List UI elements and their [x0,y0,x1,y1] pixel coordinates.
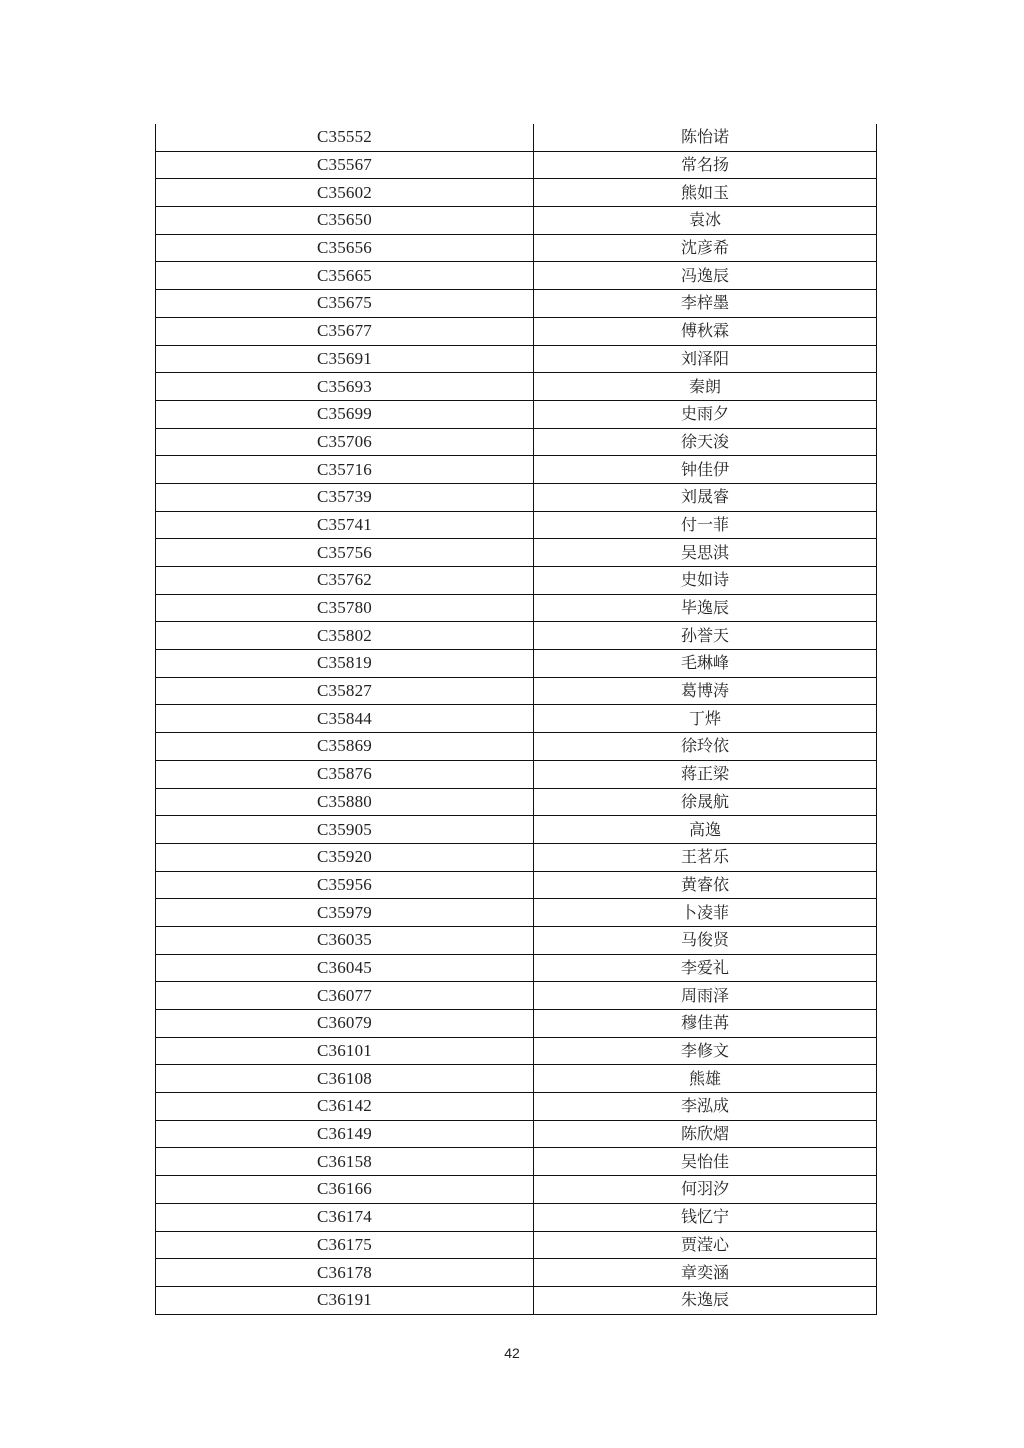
table-row [156,428,877,456]
registration-id-cell: C35844 [156,705,534,733]
registration-id-cell: C35739 [156,483,534,511]
registration-id-cell: C35716 [156,456,534,484]
table-row [156,1286,877,1314]
table-row [156,290,877,318]
student-name-cell: 傅秋霖 [534,317,877,345]
student-name-cell: 葛博涛 [534,677,877,705]
registration-id-cell: C36077 [156,982,534,1010]
table-row [156,1093,877,1121]
registration-id-cell: C36166 [156,1176,534,1204]
registration-id-cell: C36101 [156,1037,534,1065]
roster-table [155,124,877,1315]
registration-id-cell: C36178 [156,1259,534,1287]
registration-id-cell: C35650 [156,207,534,235]
table-row [156,151,877,179]
table-row [156,539,877,567]
registration-id-cell: C36175 [156,1231,534,1259]
student-name-cell: 李梓墨 [534,290,877,318]
registration-id-cell: C35741 [156,511,534,539]
student-name-cell: 熊雄 [534,1065,877,1093]
registration-id-cell: C36158 [156,1148,534,1176]
student-name-cell: 吴怡佳 [534,1148,877,1176]
registration-id-cell: C35876 [156,760,534,788]
registration-id-cell: C36191 [156,1286,534,1314]
student-name-cell: 李修文 [534,1037,877,1065]
registration-id-cell: C36045 [156,954,534,982]
student-name-cell: 黄睿依 [534,871,877,899]
student-name-cell: 毕逸辰 [534,594,877,622]
registration-id-cell: C36142 [156,1093,534,1121]
student-name-cell: 陈怡诺 [534,124,877,151]
table-row [156,871,877,899]
registration-id-cell: C35880 [156,788,534,816]
table-row [156,262,877,290]
student-name-cell: 徐玲依 [534,733,877,761]
student-name-cell: 徐晟航 [534,788,877,816]
registration-id-cell: C35706 [156,428,534,456]
registration-id-cell: C35762 [156,567,534,595]
student-name-cell: 徐天浚 [534,428,877,456]
registration-id-cell: C35691 [156,345,534,373]
registration-id-cell: C36035 [156,926,534,954]
table-row [156,1010,877,1038]
registration-id-cell: C35656 [156,234,534,262]
table-row [156,926,877,954]
student-name-cell: 何羽汐 [534,1176,877,1204]
registration-id-cell: C35693 [156,373,534,401]
student-name-cell: 秦朗 [534,373,877,401]
student-name-cell: 李泓成 [534,1093,877,1121]
student-name-cell: 付一菲 [534,511,877,539]
student-name-cell: 高逸 [534,816,877,844]
registration-id-cell: C36174 [156,1203,534,1231]
student-name-cell: 刘晟睿 [534,483,877,511]
student-name-cell: 史如诗 [534,567,877,595]
student-name-cell: 史雨夕 [534,400,877,428]
student-name-cell: 陈欣熠 [534,1120,877,1148]
table-row [156,1231,877,1259]
student-name-cell: 冯逸辰 [534,262,877,290]
table-row [156,1120,877,1148]
table-row [156,705,877,733]
student-name-cell: 沈彦希 [534,234,877,262]
registration-id-cell: C35905 [156,816,534,844]
registration-id-cell: C35567 [156,151,534,179]
table-row [156,816,877,844]
student-name-cell: 钟佳伊 [534,456,877,484]
table-row [156,1259,877,1287]
registration-id-cell: C35602 [156,179,534,207]
page-number: 42 [504,1345,520,1361]
table-row [156,483,877,511]
student-name-cell: 章奕涵 [534,1259,877,1287]
table-row [156,1065,877,1093]
table-row [156,567,877,595]
student-name-cell: 马俊贤 [534,926,877,954]
table-row [156,1148,877,1176]
registration-id-cell: C35827 [156,677,534,705]
table-row [156,124,877,151]
student-name-cell: 毛琳峰 [534,650,877,678]
student-name-cell: 贾滢心 [534,1231,877,1259]
table-row [156,954,877,982]
table-row [156,234,877,262]
registration-id-cell: C35675 [156,290,534,318]
student-name-cell: 丁烨 [534,705,877,733]
table-row [156,1203,877,1231]
table-row [156,179,877,207]
registration-id-cell: C35920 [156,843,534,871]
table-row [156,788,877,816]
table-row [156,733,877,761]
table-row [156,843,877,871]
registration-id-cell: C36149 [156,1120,534,1148]
registration-id-cell: C35756 [156,539,534,567]
table-row [156,594,877,622]
table-row [156,760,877,788]
table-row [156,1037,877,1065]
student-name-cell: 常名扬 [534,151,877,179]
roster-table-body [156,124,877,1314]
table-row [156,650,877,678]
student-name-cell: 吴思淇 [534,539,877,567]
table-row [156,207,877,235]
registration-id-cell: C35956 [156,871,534,899]
table-row [156,677,877,705]
student-name-cell: 周雨泽 [534,982,877,1010]
registration-id-cell: C35979 [156,899,534,927]
registration-id-cell: C35819 [156,650,534,678]
registration-id-cell: C35869 [156,733,534,761]
registration-id-cell: C35552 [156,124,534,151]
student-name-cell: 熊如玉 [534,179,877,207]
table-row [156,511,877,539]
table-row [156,1176,877,1204]
table-row [156,622,877,650]
table-row [156,373,877,401]
student-name-cell: 穆佳苒 [534,1010,877,1038]
registration-id-cell: C36108 [156,1065,534,1093]
registration-id-cell: C35780 [156,594,534,622]
student-name-cell: 蒋正梁 [534,760,877,788]
registration-id-cell: C35677 [156,317,534,345]
registration-id-cell: C36079 [156,1010,534,1038]
table-row [156,456,877,484]
student-name-cell: 李爱礼 [534,954,877,982]
table-row [156,899,877,927]
registration-id-cell: C35699 [156,400,534,428]
registration-id-cell: C35802 [156,622,534,650]
student-name-cell: 卜凌菲 [534,899,877,927]
registration-id-cell: C35665 [156,262,534,290]
student-name-cell: 王茗乐 [534,843,877,871]
student-name-cell: 袁冰 [534,207,877,235]
student-name-cell: 朱逸辰 [534,1286,877,1314]
student-name-cell: 孙誉天 [534,622,877,650]
table-row [156,345,877,373]
student-name-cell: 刘泽阳 [534,345,877,373]
table-row [156,400,877,428]
student-name-cell: 钱忆宁 [534,1203,877,1231]
table-row [156,982,877,1010]
table-row [156,317,877,345]
